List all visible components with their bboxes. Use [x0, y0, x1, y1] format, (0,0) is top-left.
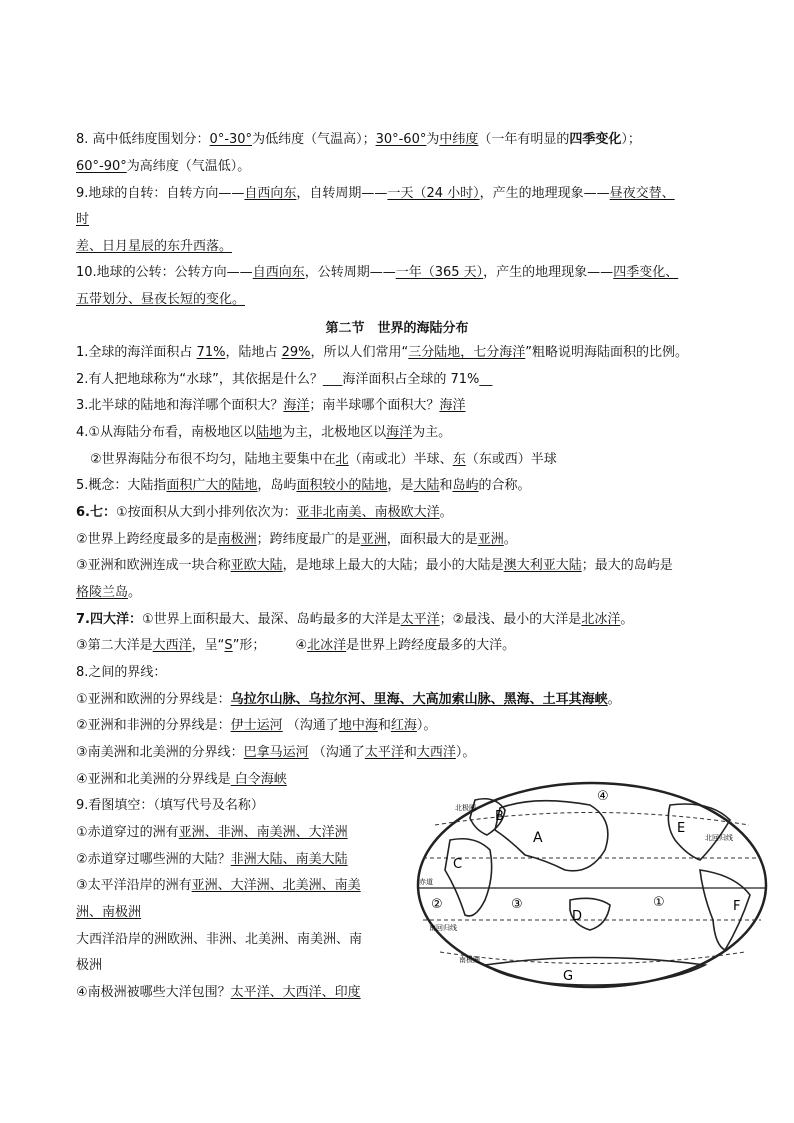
text: ③南美洲和北美洲的分界线： [76, 745, 244, 760]
text: ；南半球哪个面积大？ [309, 398, 440, 413]
text: ④南极洲被哪些大洋包围？ [76, 985, 231, 1000]
text: 8. 高中低纬度围划分： [76, 132, 210, 147]
text: 1.全球的海洋面积占 [76, 345, 197, 360]
letter-G: G [563, 969, 574, 984]
world-map [415, 780, 770, 990]
text: ”粗略说明海陆面积的比例。 [525, 345, 689, 360]
line-s8c [76, 744, 475, 762]
line-s9e [76, 984, 361, 1002]
answer: 海洋 [283, 398, 310, 413]
answer: 亚洲、非洲、南美洲、大洋洲 [178, 825, 348, 840]
answer: 地中海 [338, 718, 378, 733]
text: ，公转周期—— [304, 265, 396, 280]
text: 为主。 [412, 425, 452, 440]
letter-D: D [572, 909, 583, 924]
text: 为主，北极地区以 [282, 425, 387, 440]
answer: 太平洋、大西洋、印度 [230, 985, 361, 1000]
answer: 乌拉尔山脉、乌拉尔河、里海、大高加索山脉、黑海、土耳其海峡 [230, 692, 608, 707]
text: 3.北半球的陆地和海洋哪个面积大？ [76, 398, 284, 413]
answer: 三分陆地，七分海洋 [408, 345, 526, 360]
answer: 自西向东 [252, 265, 305, 280]
answer: 大陆 [413, 478, 440, 493]
text: ，呈“ [191, 638, 225, 653]
text: ，产生的地理现象—— [479, 186, 610, 201]
text: 。 [620, 612, 634, 627]
answer: 0°-30° [209, 132, 253, 147]
text: ）； [621, 132, 641, 147]
text: 和 [439, 478, 453, 493]
ocean-3: ③ [511, 897, 523, 912]
text: ①按面积从大到小排列依次为： [115, 505, 297, 520]
answer: 南极洲 [217, 532, 257, 547]
label-equator: 赤道 [419, 878, 433, 886]
answer: 亚洲 [360, 532, 387, 547]
line-s8d [76, 771, 287, 789]
answer: 非洲大陆、南美大陆 [230, 852, 348, 867]
line-s4b [90, 451, 557, 469]
heading: 6.七： [76, 505, 116, 520]
answer: 海洋 [439, 398, 466, 413]
text: ，岛屿 [257, 478, 297, 493]
answer: 海洋 [386, 425, 413, 440]
line-s8b [76, 717, 436, 735]
text: ③第二大洋是 [76, 638, 153, 653]
text: 为低纬度（气温高）； [252, 132, 376, 147]
answer: 东 [452, 452, 466, 467]
text: 为 [426, 132, 440, 147]
letter-F: F [733, 899, 741, 914]
text: ①亚洲和欧洲的分界线是： [76, 692, 231, 707]
line-s9d2: 极洲 [76, 958, 103, 973]
line-s8a [76, 691, 621, 709]
text: ③太平洋沿岸的洲有 [76, 878, 192, 893]
answer: 伊士运河 [230, 718, 283, 733]
line-8b [76, 158, 250, 176]
text: ；最大的岛屿是 [581, 558, 673, 573]
answer: 太平洋 [400, 612, 440, 627]
answer: 一天（24 小时） [387, 186, 480, 201]
letter-E: E [677, 821, 686, 836]
line-s9c2 [76, 904, 141, 922]
answer: 陆地 [256, 425, 283, 440]
label-antarctic-circle: 南极圈 [459, 956, 480, 964]
text: ③亚洲和欧洲连成一块合称 [76, 558, 231, 573]
line-s4a [76, 424, 451, 442]
answer: 四季变化、 [613, 265, 679, 280]
text: 。 [128, 585, 142, 600]
letter-C: C [453, 857, 463, 872]
text: ，产生的地理现象—— [483, 265, 614, 280]
answer: 亚非北南美、南极欧大洋 [296, 505, 440, 520]
line-s6d [76, 584, 141, 602]
text: （一年有明显的 [478, 132, 570, 147]
answer: 四季变化 [569, 132, 622, 147]
text: ，是地球上最大的大陆；最小的大陆是 [282, 558, 504, 573]
line-10b [76, 291, 245, 309]
answer: S [224, 638, 233, 653]
answer: 澳大利亚大陆 [503, 558, 582, 573]
text: ）。 [416, 718, 437, 733]
line-s9a [76, 824, 348, 842]
line-9b [76, 211, 89, 229]
text: ，是 [387, 478, 414, 493]
text: （沟通了 [282, 718, 339, 733]
answer: 亚欧大陆 [230, 558, 283, 573]
text: 和 [403, 745, 417, 760]
answer: 亚洲、大洋洲、北美洲、南美 [191, 878, 361, 893]
answer: ___海洋面积占全球的 71%__ [322, 372, 493, 387]
text: ，自转周期—— [296, 186, 388, 201]
text: ，面积最大的是 [386, 532, 478, 547]
letter-B: B [495, 809, 504, 824]
line-s1 [76, 344, 688, 362]
line-s7a [76, 611, 633, 629]
answer: 自西向东 [244, 186, 297, 201]
answer: 大西洋 [416, 745, 456, 760]
text: 5.概念：大陆指 [76, 478, 167, 493]
section-title: 第二节 世界的海陆分布 [325, 321, 469, 336]
answer: 29% [281, 345, 311, 360]
text: ②赤道穿过哪些洲的大陆？ [76, 852, 231, 867]
line-s7b [76, 637, 515, 655]
text: ”形； [232, 638, 266, 653]
answer: 白令海峡 [230, 772, 287, 787]
answer: 五带划分、昼夜长短的变化。 [76, 292, 246, 307]
line-s6b [76, 531, 517, 549]
text: ①世界上面积最大、最深、岛屿最多的大洋是 [141, 612, 401, 627]
text: ）。 [455, 745, 476, 760]
text: 。 [503, 532, 517, 547]
answer: 差、日月星辰的东升西落。 [76, 239, 233, 254]
text: （南或北）半球、 [348, 452, 453, 467]
line-s5 [76, 477, 531, 495]
text: 为高纬度（气温低）。 [126, 159, 251, 174]
text: ④亚洲和北美洲的分界线是 [76, 772, 231, 787]
text: ，陆地占 [225, 345, 282, 360]
line-s3 [76, 397, 465, 415]
line-s6c [76, 557, 673, 575]
ocean-4: ④ [597, 789, 609, 804]
text: 10.地球的公转：公转方向—— [76, 265, 253, 280]
line-s2 [76, 371, 492, 389]
text: （东或西）半球 [465, 452, 557, 467]
label-tropic-cancer: 北回归线 [705, 834, 733, 842]
answer: 时 [76, 212, 90, 227]
answer: 巴拿马运河 [243, 745, 309, 760]
line-s6a [76, 504, 453, 522]
ocean-1: ① [653, 895, 665, 910]
text: 是世界上跨经度最多的大洋。 [346, 638, 516, 653]
text: 。 [439, 505, 453, 520]
answer: 北冰洋 [581, 612, 621, 627]
line-s9b [76, 851, 348, 869]
answer: 洲、南极洲 [76, 905, 142, 920]
label-arctic-circle: 北极圈 [455, 804, 476, 812]
answer: 昼夜交替、 [609, 186, 675, 201]
answer: 太平洋 [364, 745, 404, 760]
answer: 北 [335, 452, 349, 467]
line-9a [76, 185, 675, 203]
text: ；跨纬度最广的是 [256, 532, 361, 547]
answer: 北冰洋 [307, 638, 347, 653]
line-9c [76, 238, 232, 256]
answer: 格陵兰岛 [76, 585, 129, 600]
ocean-2: ② [431, 897, 443, 912]
answer: 面积广大的陆地 [166, 478, 258, 493]
text: 。 [607, 692, 621, 707]
text: ；②最浅、最小的大洋是 [439, 612, 582, 627]
heading: 7.四大洋： [76, 612, 142, 627]
text: ②亚洲和非洲的分界线是： [76, 718, 231, 733]
text: ①赤道穿过的洲有 [76, 825, 179, 840]
text: 和 [377, 718, 391, 733]
answer: 面积较小的陆地 [296, 478, 388, 493]
text: （沟通了 [308, 745, 365, 760]
text: ，所以人们常用“ [310, 345, 409, 360]
answer: 中纬度 [439, 132, 479, 147]
text: 的合称。 [478, 478, 531, 493]
text: ②世界上跨经度最多的是 [76, 532, 218, 547]
answer: 亚洲 [477, 532, 504, 547]
text: 9.地球的自转：自转方向—— [76, 186, 245, 201]
text: ②世界海陆分布很不均匀，陆地主要集中在 [90, 452, 336, 467]
line-s9c1 [76, 877, 361, 895]
answer: 红海 [390, 718, 417, 733]
line-s9d1: 大西洋沿岸的洲欧洲、非洲、北美洲、南美洲、南 [76, 932, 363, 947]
answer: 岛屿 [452, 478, 479, 493]
answer: 大西洋 [152, 638, 192, 653]
answer: 71% [196, 345, 226, 360]
text: 2.有人把地球称为“水球”，其依据是什么？ [76, 372, 323, 387]
answer: 60°-90° [76, 159, 127, 174]
line-s9: 9.看图填空：（填写代号及名称） [76, 798, 264, 813]
answer: 30°-60° [375, 132, 427, 147]
line-s8: 8.之间的界线： [76, 665, 167, 680]
line-8a [76, 131, 641, 149]
text: 4.①从海陆分布看，南极地区以 [76, 425, 257, 440]
line-10a [76, 264, 678, 282]
text: ④ [295, 638, 308, 653]
answer: 一年（365 天） [395, 265, 484, 280]
label-tropic-capricorn: 南回归线 [429, 924, 457, 932]
letter-A: A [533, 830, 543, 846]
